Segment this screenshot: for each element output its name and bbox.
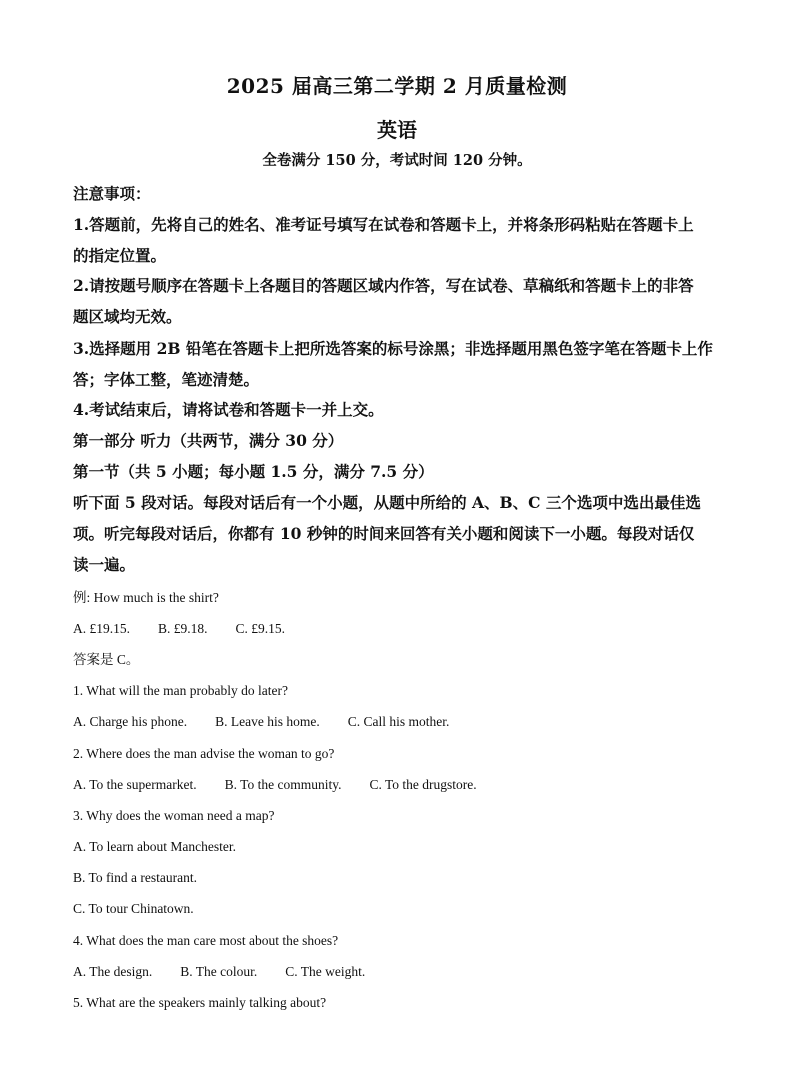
notice-heading: 注意事项：: [73, 184, 151, 203]
example-option-b: B. £9.18.: [158, 621, 208, 636]
q3-option-c: C. To tour Chinatown.: [73, 901, 194, 916]
question-4-options: [73, 963, 733, 981]
q4-option-b: B. The colour.: [180, 964, 258, 979]
exam-title: 2025 届高三第二学期 2 月质量检测: [226, 74, 568, 98]
example-options: [73, 620, 733, 638]
question-1: 1. What will the man probably do later?: [73, 683, 288, 698]
instructions-line-1: 听下面 5 段对话。每段对话后有一个小题，从题中所给的 A、B、C 三个选项中选出最佳选: [73, 493, 701, 512]
notice-item-4: 4.考试结束后，请将试卷和答题卡一并上交。: [73, 400, 384, 419]
instructions-line-3: 读一遍。: [73, 555, 136, 574]
notice-item-2-line-1: 2.请按题号顺序在答题卡上各题目的答题区域内作答，写在试卷、草稿纸和答题卡上的非答: [73, 276, 694, 295]
example-option-a: A. £19.15.: [73, 621, 130, 636]
example-answer: 答案是 C。: [73, 652, 140, 667]
q2-option-a: A. To the supermarket.: [73, 777, 197, 792]
question-5: 5. What are the speakers mainly talking about?: [73, 995, 327, 1010]
q4-option-a: A. The design.: [73, 964, 153, 979]
question-1-options: [73, 713, 733, 731]
question-3: 3. Why does the woman need a map?: [73, 808, 275, 823]
notice-item-2-line-2: 题区域均无效。: [73, 307, 182, 326]
example-option-c: C. £9.15.: [235, 621, 286, 636]
notice-item-1-line-1: 1.答题前，先将自己的姓名、准考证号填写在试卷和答题卡上，并将条形码粘贴在答题卡上: [73, 215, 694, 234]
q1-option-b: B. Leave his home.: [215, 714, 320, 729]
notice-item-1-line-2: 的指定位置。: [73, 246, 167, 265]
notice-item-3-line-2: 答；字体工整，笔迹清楚。: [73, 370, 260, 389]
q4-option-c: C. The weight.: [285, 964, 366, 979]
q2-option-b: B. To the community.: [224, 777, 342, 792]
example-question: 例: How much is the shirt?: [73, 590, 219, 605]
subject-title: 英语: [377, 118, 417, 142]
part-heading: 第一部分 听力（共两节，满分 30 分）: [73, 431, 344, 450]
q2-option-c: C. To the drugstore.: [369, 777, 477, 792]
notice-item-3-line-1: 3.选择题用 2B 铅笔在答题卡上把所选答案的标号涂黑；非选择题用黑色签字笔在答题卡上作: [73, 339, 713, 358]
question-2-options: [73, 776, 733, 794]
question-2: 2. Where does the man advise the woman to go?: [73, 746, 335, 761]
question-4: 4. What does the man care most about the shoes?: [73, 933, 339, 948]
score-time-line: 全卷满分 150 分，考试时间 120 分钟。: [262, 152, 532, 169]
instructions-line-2: 项。听完每段对话后，你都有 10 秒钟的时间来回答有关小题和阅读下一小题。每段对话仅: [73, 524, 695, 543]
q1-option-a: A. Charge his phone.: [73, 714, 188, 729]
subsection-heading: 第一节（共 5 小题；每小题 1.5 分，满分 7.5 分）: [73, 462, 434, 481]
q3-option-b: B. To find a restaurant.: [73, 870, 198, 885]
q3-option-a: A. To learn about Manchester.: [73, 839, 237, 854]
q1-option-c: C. Call his mother.: [347, 714, 450, 729]
